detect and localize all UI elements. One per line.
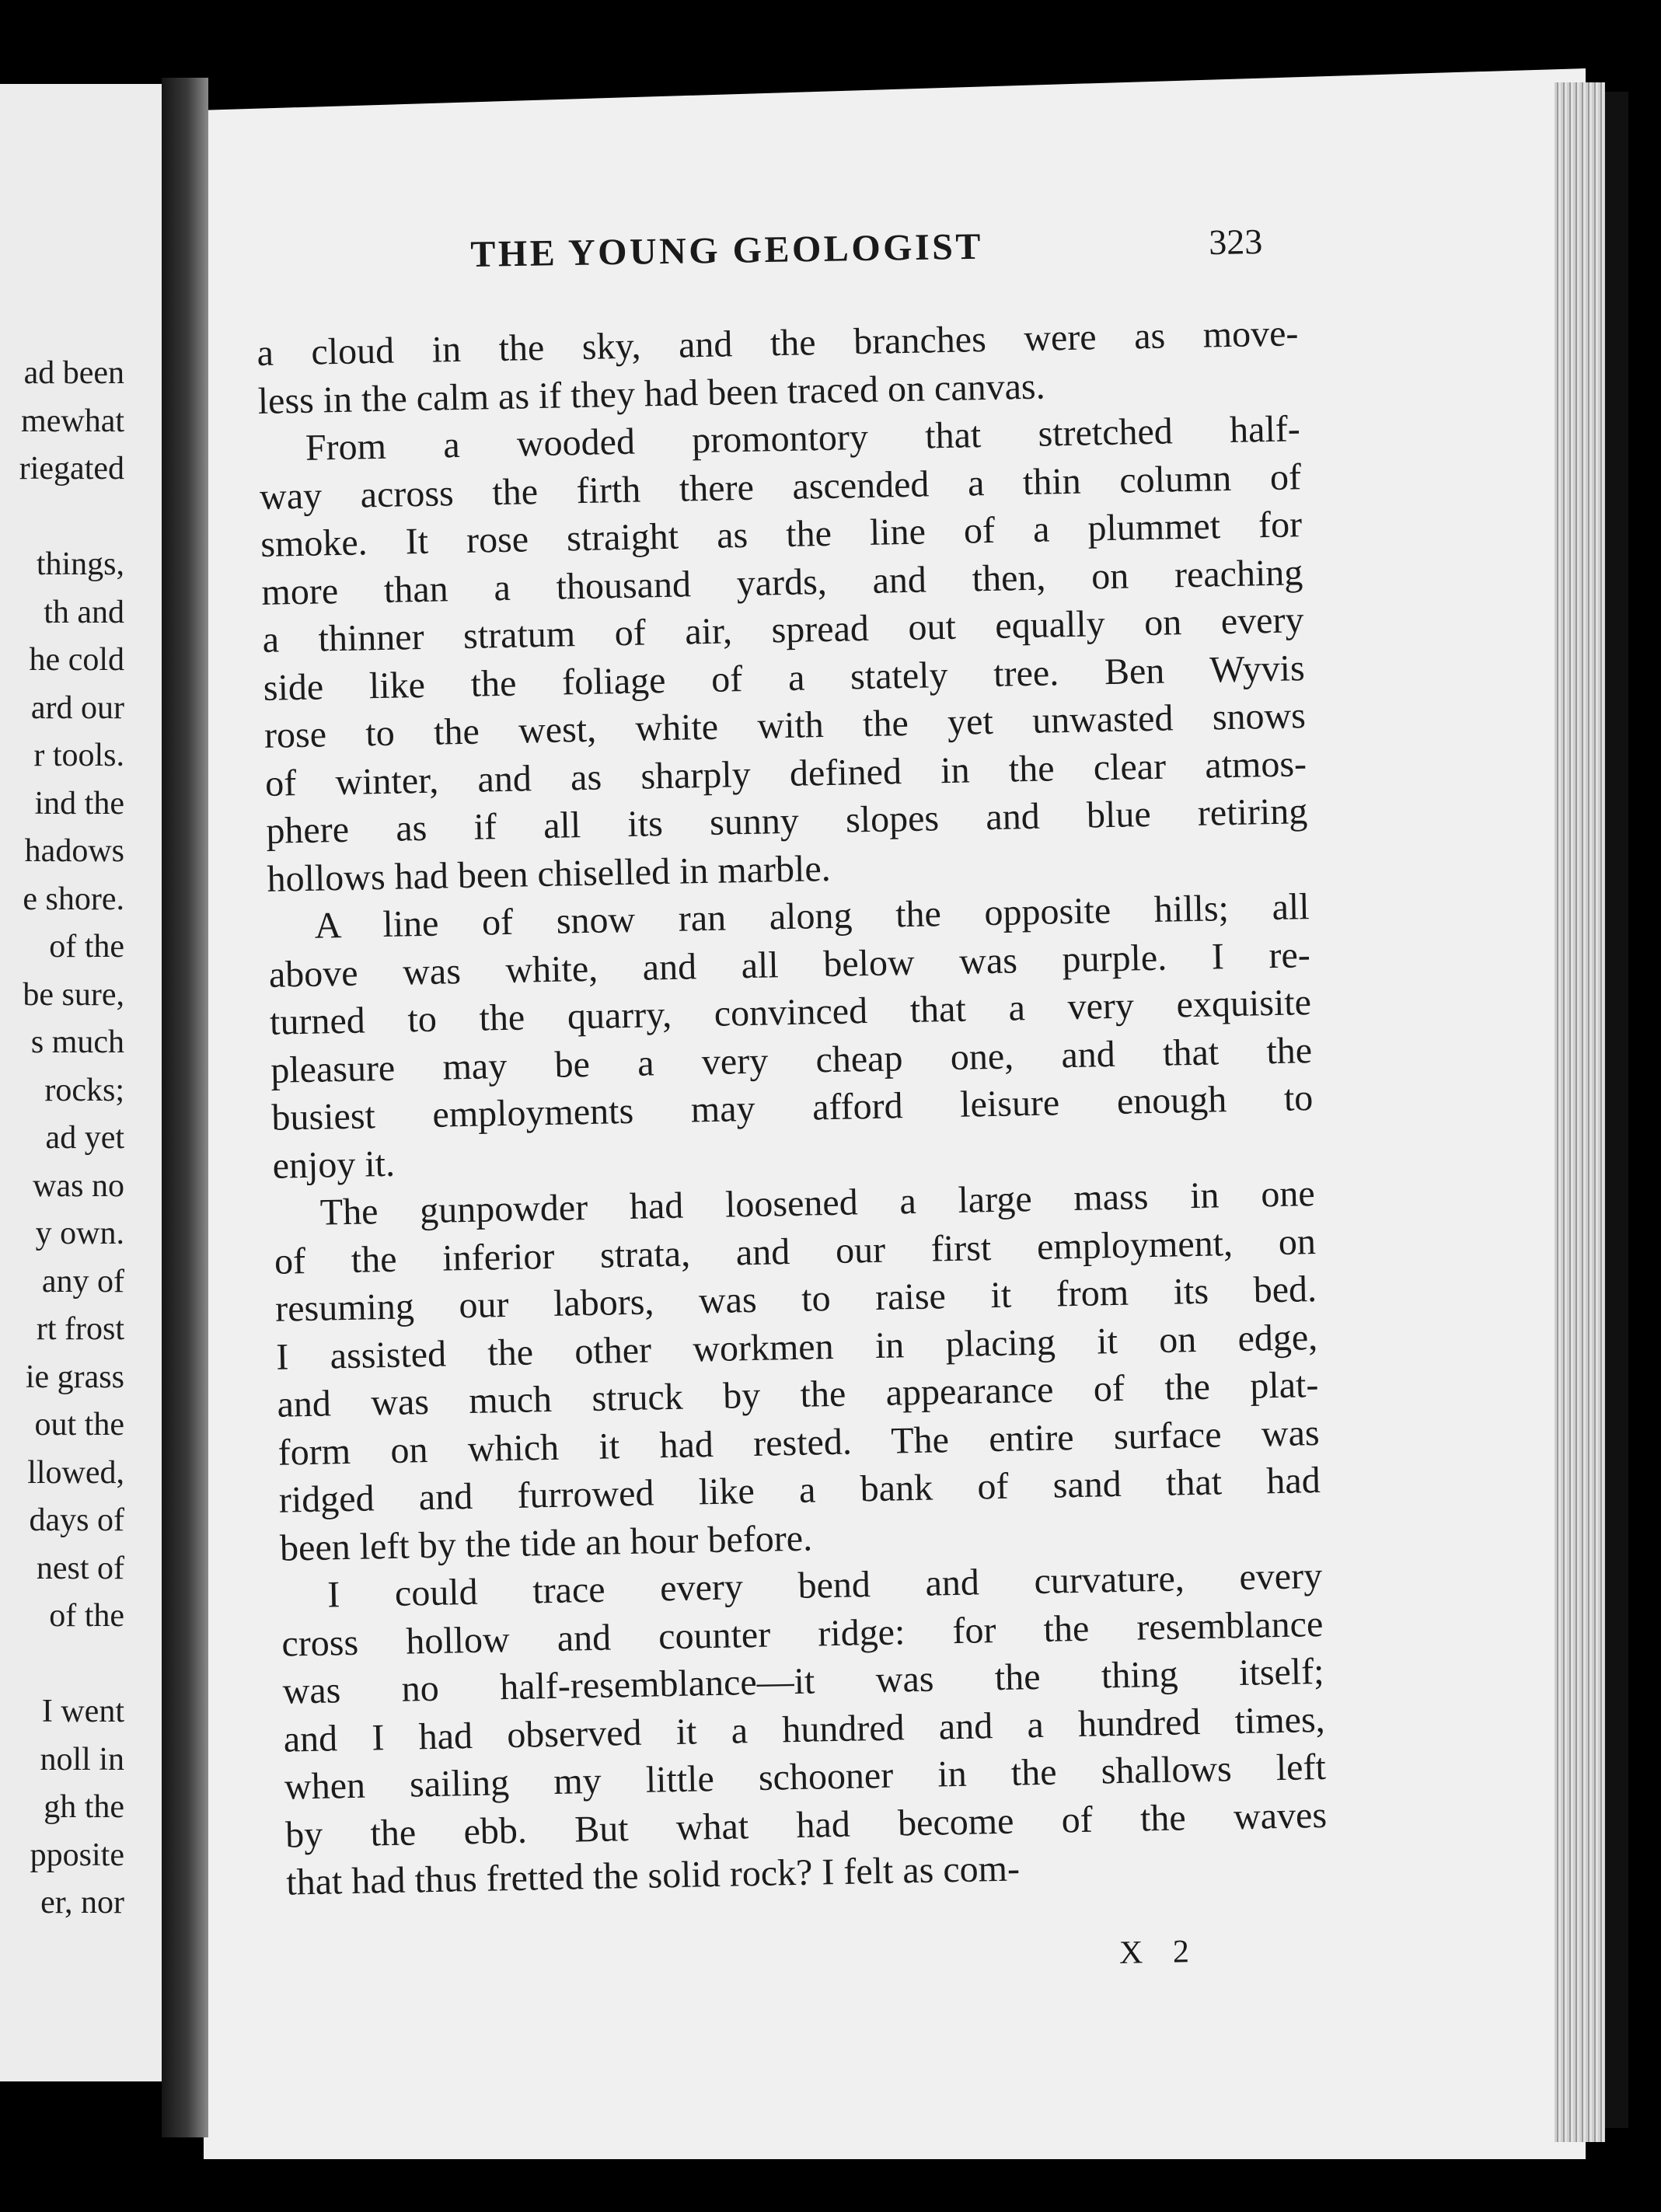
left-page-line: out the [34, 1407, 124, 1443]
left-page-line: r tools. [33, 738, 124, 773]
page-edges [1555, 82, 1605, 2142]
text-line: that had thus fretted the solid rock? I felt as com- [285, 1847, 1021, 1903]
left-page-line: ind the [34, 785, 124, 822]
text-line: cross hollow and counter ridge: for the resemblance [281, 1603, 1324, 1665]
left-page-line: y own. [35, 1216, 124, 1251]
left-page-line: riegated [19, 451, 124, 487]
left-page-line: e shore. [23, 881, 124, 917]
left-page-line: ad yet [45, 1120, 124, 1156]
text-line: of winter, and as sharply defined in the clear atmos- [264, 742, 1307, 804]
left-page-line: mewhat [21, 403, 124, 439]
left-page-line: ad been [23, 355, 124, 391]
left-page-line: er, nor [40, 1885, 124, 1921]
text-line: turned to the quarry, convinced that a very exquisite [269, 982, 1312, 1043]
text-line: busiest employments may afford leisure enough to [270, 1077, 1314, 1139]
text-line: ridged and furrowed like a bank of sand that had [278, 1460, 1321, 1521]
left-page-line: s much [30, 1024, 124, 1060]
text-line: From a wooded promontory that stretched half- [305, 408, 1301, 469]
left-page-line: llowed, [27, 1454, 124, 1491]
left-page-line: ie grass [25, 1359, 124, 1395]
gutter-shadow [162, 78, 208, 2137]
left-page-gap [19, 494, 124, 542]
left-page-line: noll in [40, 1741, 124, 1778]
text-line: of the inferior strata, and our first employment, on [274, 1220, 1317, 1282]
text-line: pleasure may be a very cheap one, and that the [270, 1029, 1313, 1091]
text-line: side like the foliage of a stately tree. Ben Wyvis [263, 647, 1306, 709]
left-page-line: th and [44, 594, 124, 630]
left-page-line: things, [36, 546, 124, 582]
text-line: phere as if all its sunny slopes and blue retiring [265, 790, 1308, 852]
text-line: and was much struck by the appearance of the plat- [277, 1364, 1319, 1425]
text-line: A line of snow ran along the opposite hills; all [314, 886, 1310, 947]
left-page-line: of the [49, 929, 124, 965]
left-page-line: ard our [30, 689, 124, 726]
left-page-line: any of [41, 1263, 124, 1300]
body-text [256, 309, 1328, 1907]
running-head-title: THE YOUNG GEOLOGIST [470, 225, 984, 275]
left-page-line: rt frost [36, 1311, 124, 1347]
text-line: enjoy it. [272, 1143, 396, 1187]
left-page-line: hadows [24, 833, 124, 869]
signature-mark: X 2 [1118, 1934, 1201, 1971]
text-line: been left by the tide an hour before. [279, 1517, 813, 1569]
text-line: hollows had been chiselled in marble. [267, 847, 832, 900]
left-page-line: he cold [29, 642, 124, 678]
text-line: above was white, and all below was purple. I re- [268, 933, 1311, 996]
left-page-text [19, 350, 124, 1928]
left-page-line: of the [49, 1598, 124, 1634]
left-page-line: was no [33, 1167, 124, 1204]
text-line: smoke. It rose straight as the line of a plummet for [260, 504, 1303, 565]
left-page-line: I went [41, 1694, 124, 1729]
text-line: resuming our labors, was to raise it from its bed. [274, 1268, 1317, 1330]
left-page [0, 84, 165, 2081]
left-page-line: rocks; [44, 1072, 124, 1108]
left-page-line: be sure, [23, 976, 124, 1013]
text-line: a thinner stratum of air, spread out equally on every [262, 599, 1304, 661]
text-line: and I had observed it a hundred and a hundred times, [283, 1698, 1326, 1760]
text-line: a cloud in the sky, and the branches were as move- [256, 312, 1299, 374]
text-line: I assisted the other workmen in placing it on edge, [275, 1316, 1318, 1378]
left-page-line: pposite [30, 1837, 124, 1873]
left-page-line: nest of [36, 1550, 124, 1586]
left-page-line: days of [29, 1502, 124, 1538]
text-line: rose to the west, white with the yet unwasted snows [263, 695, 1307, 756]
text-line: way across the firth there ascended a thin column of [259, 455, 1302, 518]
text-line: form on which it had rested. The entire surface was [277, 1411, 1321, 1474]
text-line: when sailing my little schooner in the shallows left [284, 1746, 1327, 1808]
text-line: more than a thousand yards, and then, on reaching [260, 551, 1303, 613]
text-line: was no half-resemblance—it was the thing itself; [282, 1650, 1324, 1712]
page-number: 323 [1208, 221, 1263, 263]
left-page-line: gh the [44, 1789, 124, 1825]
text-line: less in the calm as if they had been traced on canvas. [257, 365, 1046, 422]
text-line: by the ebb. But what had become of the waves [284, 1794, 1328, 1856]
text-line: The gunpowder had loosened a large mass in one [319, 1173, 1316, 1233]
book-edge [1605, 92, 1628, 2128]
left-page-gap [19, 1641, 124, 1689]
text-line: I could trace every bend and curvature, every [326, 1554, 1323, 1616]
